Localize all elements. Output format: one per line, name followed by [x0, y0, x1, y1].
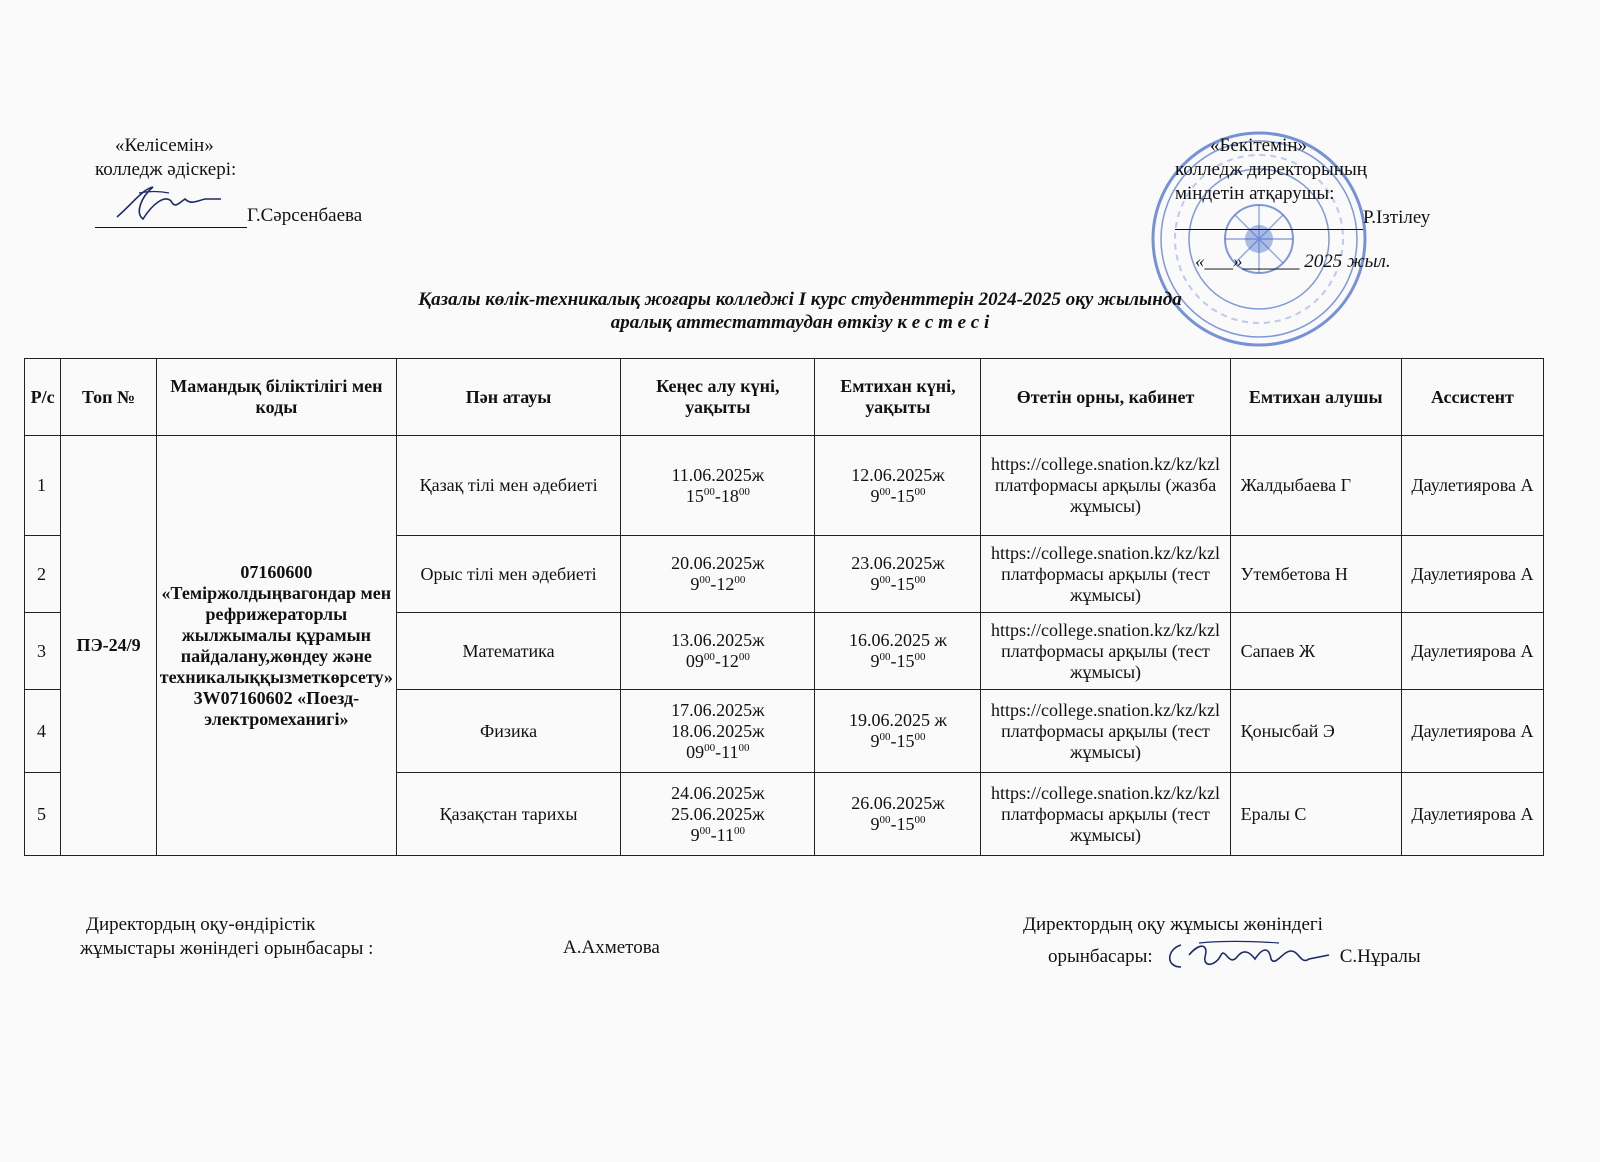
examiner-cell: Ералы С — [1230, 773, 1401, 856]
exam-time: $9^{00}-15^{00}$ — [870, 574, 926, 594]
specialty-cell: 07160600 «Теміржолдыңвагондар мен рефрижераторлы жылжымалы құрамын пайдалану,жөндеу және техникалыққызметкөрсету» 3W07160602 «Поезд-электромеханигі» — [156, 436, 396, 856]
assistant-cell: Даулетиярова А — [1401, 436, 1543, 536]
footer-right-role-2: орынбасары: — [1048, 946, 1153, 967]
row-num: 4 — [25, 690, 61, 773]
header-num: Р/с — [25, 359, 61, 436]
approval-left-role: колледж әдіскері: — [95, 159, 237, 180]
examiner-cell: Утембетова Н — [1230, 536, 1401, 613]
exam-date: 26.06.2025ж — [851, 793, 945, 813]
signature-underline — [95, 209, 247, 228]
approval-left-signature-line — [95, 204, 362, 228]
examiner-cell: Сапаев Ж — [1230, 613, 1401, 690]
row-num: 1 — [25, 436, 61, 536]
document-title — [0, 288, 1600, 334]
consult-date: 17.06.2025ж — [671, 699, 765, 720]
exam-date: 16.06.2025 ж — [848, 630, 947, 650]
consult-cell — [621, 773, 815, 856]
header-exam: Емтихан күні, уақыты — [815, 359, 981, 436]
place-cell: https://college.snation.kz/kz/kzl платформасы арқылы (тест жұмысы) — [981, 690, 1230, 773]
exam-cell — [815, 436, 981, 536]
header-assistant: Ассистент — [1401, 359, 1543, 436]
place-cell: https://college.snation.kz/kz/kzl платформасы арқылы (тест жұмысы) — [981, 773, 1230, 856]
exam-cell — [815, 536, 981, 613]
consult-cell — [621, 536, 815, 613]
approval-right-date: «___»______ 2025 жыл. — [1195, 251, 1391, 272]
approval-right-title: «Бекітемін» — [1210, 135, 1308, 156]
footer-right-line — [1023, 937, 1421, 977]
subject-cell: Қазақ тілі мен әдебиеті — [396, 436, 620, 536]
exam-time: $9^{00}-15^{00}$ — [870, 485, 926, 506]
signature-underline — [1175, 211, 1363, 230]
place-cell: https://college.snation.kz/kz/kzl платформасы арқылы (жазба жұмысы) — [981, 436, 1230, 536]
approval-left-title: «Келісемін» — [115, 135, 214, 156]
exam-date: 19.06.2025 ж — [848, 710, 947, 730]
exam-cell — [815, 773, 981, 856]
document-title-line-2: аралық аттестаттаудан өткізу к е с т е с і — [610, 312, 990, 333]
consult-cell — [621, 436, 815, 536]
schedule-table — [24, 358, 1544, 856]
place-cell: https://college.snation.kz/kz/kzl платформасы арқылы (тест жұмысы) — [981, 613, 1230, 690]
header-specialty: Мамандық біліктілігі мен коды — [156, 359, 396, 436]
footer-left-name: А.Ахметова — [563, 937, 660, 958]
subject-cell: Орыс тілі мен әдебиеті — [396, 536, 620, 613]
footer-left-block — [80, 913, 373, 961]
assistant-cell: Даулетиярова А — [1401, 773, 1543, 856]
assistant-cell: Даулетиярова А — [1401, 536, 1543, 613]
footer-left-role-1: Директордың оқу-өндірістік — [86, 914, 316, 935]
exam-time: $9^{00}-15^{00}$ — [870, 651, 926, 671]
exam-date: 12.06.2025ж — [851, 464, 945, 485]
header-consultation: Кеңес алу күні, уақыты — [621, 359, 815, 436]
consult-date: 13.06.2025ж — [671, 630, 765, 650]
row-num: 3 — [25, 613, 61, 690]
approval-left-name: Г.Сәрсенбаева — [247, 205, 363, 226]
exam-time: $9^{00}-15^{00}$ — [870, 731, 926, 751]
footer-right-name: С.Нұралы — [1339, 946, 1421, 967]
exam-time: $9^{00}-15^{00}$ — [870, 814, 926, 834]
exam-cell — [815, 613, 981, 690]
consult-time: $09^{00}-11^{00}$ — [686, 741, 750, 762]
approval-left-block — [95, 134, 362, 228]
header-group: Топ № — [61, 359, 157, 436]
consult-time: $9^{00}-11^{00}$ — [690, 824, 746, 845]
approval-right-role-2: міндетін атқарушы: — [1175, 183, 1335, 204]
handwritten-signature-right — [1159, 937, 1334, 977]
subject-cell: Қазақстан тарихы — [396, 773, 620, 856]
consult-date: 24.06.2025ж — [671, 782, 765, 803]
header-place: Өтетін орны, кабинет — [981, 359, 1230, 436]
consult-date-2: 18.06.2025ж — [671, 720, 765, 741]
footer-right-role-1: Директордың оқу жұмысы жөніндегі — [1023, 914, 1323, 935]
examiner-cell: Қонысбай Э — [1230, 690, 1401, 773]
consult-time: $9^{00}-12^{00}$ — [690, 574, 746, 594]
approval-right-signature-line — [1175, 206, 1505, 230]
handwritten-signature-left — [113, 183, 223, 227]
assistant-cell: Даулетиярова А — [1401, 690, 1543, 773]
table-row — [25, 436, 1544, 536]
consult-date: 11.06.2025ж — [671, 464, 765, 485]
row-num: 2 — [25, 536, 61, 613]
assistant-cell: Даулетиярова А — [1401, 613, 1543, 690]
consult-time: $15^{00}-18^{00}$ — [685, 485, 750, 506]
examiner-cell: Жалдыбаева Г — [1230, 436, 1401, 536]
consult-cell — [621, 613, 815, 690]
approval-right-role-1: колледж директорының — [1175, 159, 1367, 180]
approval-right-block — [1175, 134, 1505, 274]
document-title-line-1: Қазалы көлік-техникалық жоғары колледжі I курс студенттерін 2024-2025 оқу жылында — [418, 289, 1182, 310]
header-subject: Пән атауы — [396, 359, 620, 436]
place-cell: https://college.snation.kz/kz/kzl платформасы арқылы (тест жұмысы) — [981, 536, 1230, 613]
consult-date-2: 25.06.2025ж — [671, 803, 765, 824]
group-cell: ПЭ-24/9 — [61, 436, 157, 856]
consult-date: 20.06.2025ж — [671, 553, 765, 573]
approval-right-name: Р.Ізтілеу — [1363, 207, 1431, 228]
table-header-row — [25, 359, 1544, 436]
header-examiner: Емтихан алушы — [1230, 359, 1401, 436]
exam-date: 23.06.2025ж — [851, 553, 945, 573]
footer-left-role-2: жұмыстары жөніндегі орынбасары : — [80, 938, 374, 959]
exam-cell — [815, 690, 981, 773]
footer-right-block — [1023, 913, 1421, 977]
consult-time: $09^{00}-12^{00}$ — [685, 651, 750, 671]
subject-cell: Математика — [396, 613, 620, 690]
consult-cell — [621, 690, 815, 773]
row-num: 5 — [25, 773, 61, 856]
subject-cell: Физика — [396, 690, 620, 773]
